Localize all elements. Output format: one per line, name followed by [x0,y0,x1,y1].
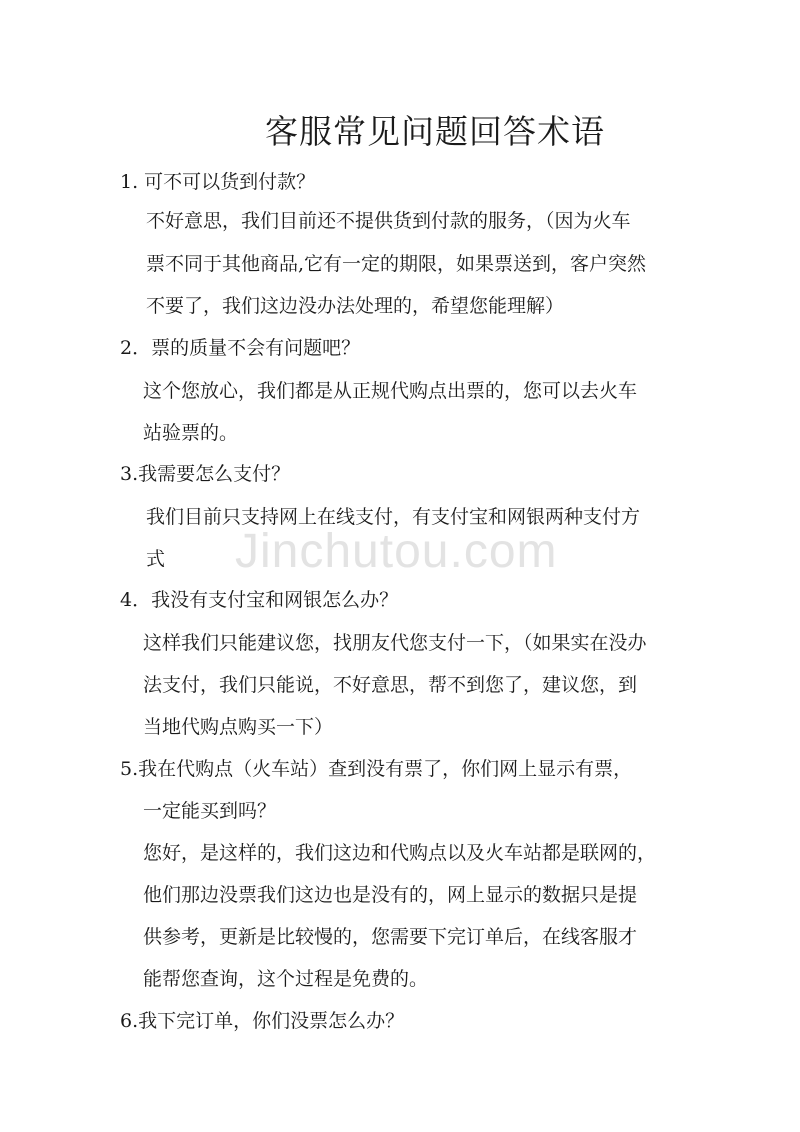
answer-5-line-1: 您好，是这样的，我们这边和代购点以及火车站都是联网的， [143,842,657,864]
answer-5-line-3: 供参考，更新是比较慢的，您需要下完订单后，在线客服才 [143,926,638,948]
answer-1-line-2: 票不同于其他商品,它有一定的期限，如果票送到，客户突然 [146,253,647,275]
answer-4-line-2: 法支付，我们只能说，不好意思，帮不到您了，建议您，到 [143,674,638,696]
page-title: 客服常见问题回答术语 [265,112,605,151]
question-6: 6.我下完订单，你们没票怎么办？ [120,1010,405,1032]
answer-4-line-1: 这样我们只能建议您，找朋友代您支付一下，（如果实在没办 [143,632,647,654]
answer-5-line-4: 能帮您查询，这个过程是免费的。 [143,968,429,990]
question-5-line-2: 一定能买到吗？ [143,800,277,822]
watermark: Jinchutou.com [235,525,558,578]
question-5-line-1: 5.我在代购点（火车站）查到没有票了，你们网上显示有票， [120,758,633,780]
question-1: 1. 可不可以货到付款？ [120,171,316,193]
answer-3-line-1: 我们目前只支持网上在线支付，有支付宝和网银两种支付方 [146,506,641,528]
answer-2-line-1: 这个您放心，我们都是从正规代购点出票的，您可以去火车 [143,380,638,402]
answer-3-line-2: 式 [146,548,166,570]
answer-5-line-2: 他们那边没票我们这边也是没有的，网上显示的数据只是提 [143,884,638,906]
question-3: 3.我需要怎么支付？ [120,463,291,485]
question-2: 2．票的质量不会有问题吧？ [120,337,361,359]
answer-4-line-3: 当地代购点购买一下） [143,716,334,738]
answer-1-line-1: 不好意思，我们目前还不提供货到付款的服务，（因为火车 [146,210,631,232]
answer-1-line-3: 不要了，我们这边没办法处理的，希望您能理解） [146,295,565,317]
question-4: 4．我没有支付宝和网银怎么办？ [120,589,399,611]
answer-2-line-2: 站验票的。 [143,422,239,444]
